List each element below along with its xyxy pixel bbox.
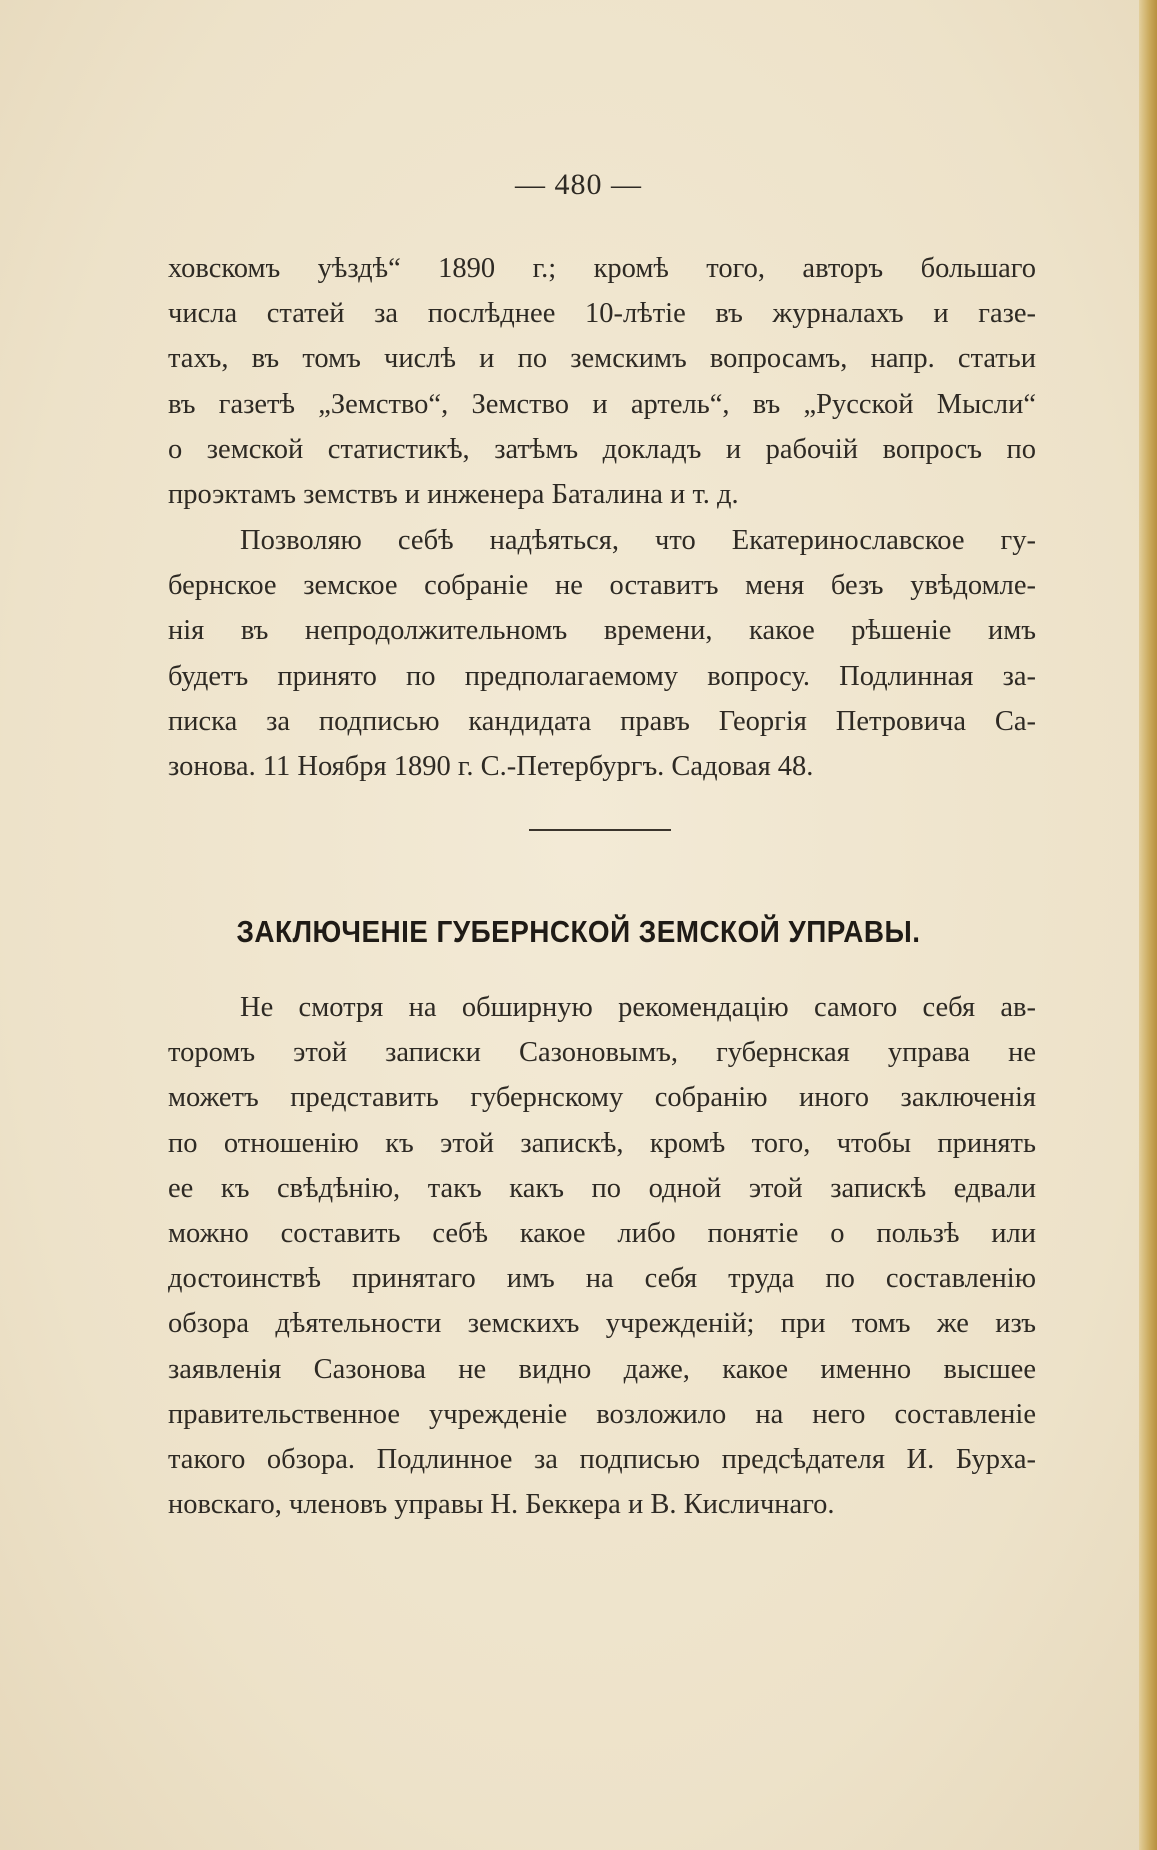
page-edge [1139, 0, 1157, 1850]
text-line: ховскомъ уѣздѣ“ 1890 г.; кромѣ того, авторъ большаго [168, 253, 1036, 284]
text-line: о земской статистикѣ, затѣмъ докладъ и рабочій вопросъ по [168, 433, 1036, 465]
page-number: — 480 — [515, 168, 642, 201]
text-line: Позволяю себѣ надѣяться, что Екатеринославское гу- [240, 525, 1036, 556]
text-line: заявленія Сазонова не видно даже, какое именно высшее [168, 1353, 1036, 1385]
paragraph-conclusion [168, 985, 1036, 1527]
section-heading: ЗАКЛЮЧЕНІЕ ГУБЕРНСКОЙ ЗЕМСКОЙ УПРАВЫ. [236, 914, 921, 949]
text-line: ее къ свѣдѣнію, такъ какъ по одной этой запискѣ едвали [168, 1172, 1036, 1204]
text-line: зонова. 11 Ноября 1890 г. С.-Петербургъ. Садовая 48. [168, 751, 814, 783]
text-line: достоинствѣ принятаго имъ на себя труда по составленію [168, 1263, 1036, 1295]
text-line: нія въ непродолжительномъ времени, какое рѣшеніе имъ [168, 615, 1036, 647]
section-divider [529, 829, 671, 831]
text-line: новскаго, членовъ управы Н. Беккера и В. Кисличнаго. [168, 1489, 835, 1521]
paragraph-continuation [168, 246, 1036, 517]
text-line: тахъ, въ томъ числѣ и по земскимъ вопросамъ, напр. статьи [168, 343, 1036, 375]
text-line: по отношенію къ этой запискѣ, кромѣ того, чтобы принять [168, 1127, 1036, 1159]
text-line: можно составить себѣ какое либо понятіе о пользѣ или [168, 1218, 1036, 1250]
text-line: Не смотря на обширную рекомендацію самого себя ав- [240, 992, 1036, 1023]
text-line: бернское земское собраніе не оставитъ меня безъ увѣдомле- [168, 570, 1036, 602]
text-line: можетъ представить губернскому собранію иного заключенія [168, 1082, 1036, 1114]
paragraph-request [168, 518, 1036, 789]
text-line: писка за подписью кандидата правъ Георгія Петровича Са- [168, 705, 1036, 737]
text-line: торомъ этой записки Сазоновымъ, губернская управа не [168, 1037, 1036, 1069]
text-line: въ газетѣ „Земство“, Земство и артель“, въ „Русской Мысли“ [168, 388, 1036, 420]
text-line: будетъ принято по предполагаемому вопросу. Подлинная за- [168, 660, 1036, 692]
text-line: обзора дѣятельности земскихъ учрежденій; при томъ же изъ [168, 1308, 1036, 1340]
text-line: числа статей за послѣднее 10-лѣтіе въ журналахъ и газе- [168, 298, 1036, 330]
text-line: проэктамъ земствъ и инженера Баталина и т. д. [168, 479, 739, 511]
text-line: такого обзора. Подлинное за подписью предсѣдателя И. Бурха- [168, 1444, 1036, 1476]
text-line: правительственное учрежденіе возложило на него составленіе [168, 1398, 1036, 1430]
